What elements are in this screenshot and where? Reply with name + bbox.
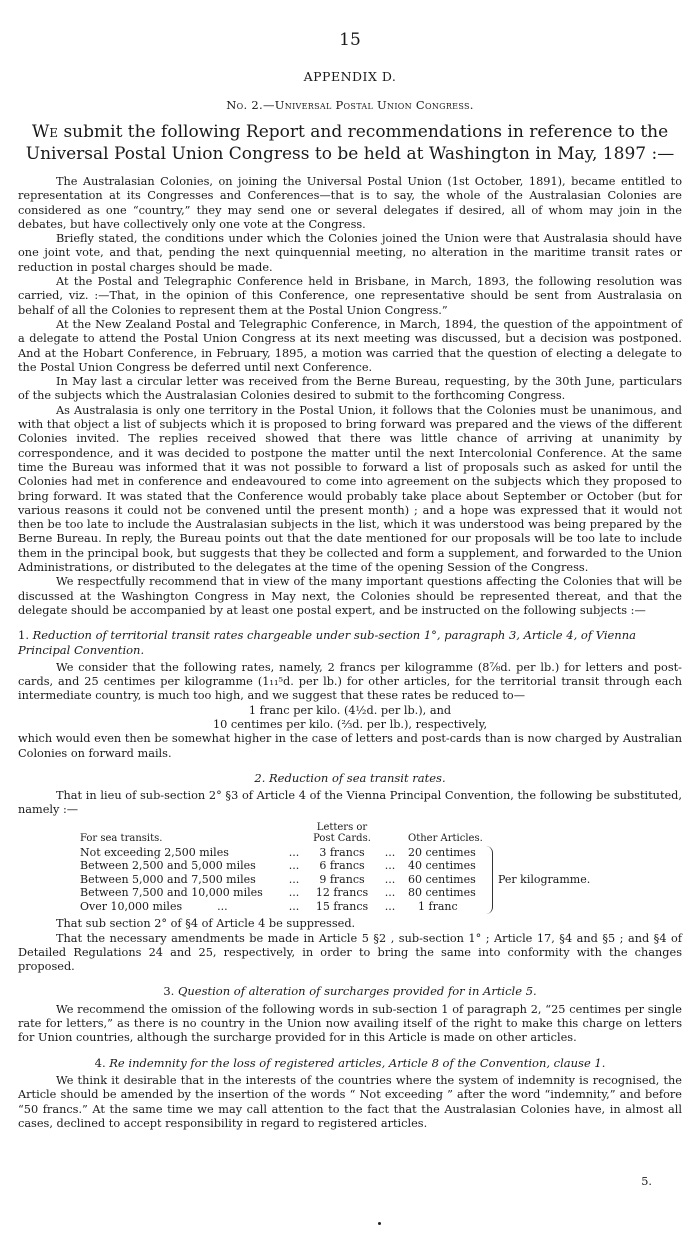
leader-dots: ... bbox=[288, 886, 300, 900]
letters-rate: 15 francs bbox=[315, 899, 369, 913]
section-3-number: 3. bbox=[163, 984, 175, 999]
section-2-title bbox=[18, 771, 682, 785]
letters-rate: 6 francs bbox=[319, 859, 365, 873]
section-2-number: 2. bbox=[254, 770, 266, 785]
leader-dots: ... bbox=[384, 886, 396, 900]
section-1-heading: Reduction of territorial transit rates chargeable under sub-section 1°, paragraph 3, Article 4, of Vienna Principal Convention. bbox=[18, 628, 636, 657]
section-3-heading: Question of alteration of surcharges provided for in Article 5. bbox=[177, 984, 537, 999]
leader-dots: ... bbox=[288, 859, 300, 873]
leader-dots: ... bbox=[384, 845, 396, 859]
intro-paragraph: In May last a circular letter was received from the Berne Bureau, requesting, by the 30th June, particulars of the subjects which the Australasian Colonies desired to submit to the forthcoming Congress. bbox=[18, 375, 682, 403]
per-kilo-brace bbox=[486, 846, 596, 914]
intro-paragraph: Briefly stated, the conditions under which the Colonies joined the Union were that Australasia should have one joint vote, and that, pending the next quinquennial meeting, no alteration in the maritime transit rates or reduction in postal charges should be made. bbox=[18, 232, 682, 274]
leader-dots: ... bbox=[288, 872, 300, 886]
leader-dots: ... bbox=[384, 859, 396, 873]
rate-line-2: 10 centimes per kilo. (⅔d. per lb.), respectively, bbox=[212, 717, 488, 731]
row-label: Between 2,500 and 5,000 miles bbox=[80, 859, 256, 873]
brace-mark bbox=[486, 846, 493, 914]
row-label: Over 10,000 miles ... bbox=[80, 899, 228, 913]
section-3-title bbox=[18, 984, 682, 998]
catchword: 5. bbox=[641, 1175, 652, 1188]
section-1-number: 1. bbox=[18, 628, 29, 643]
section-2-intro: That in lieu of sub-section 2° §3 of Article 4 of the Vienna Principal Convention, the following be substituted, namely :— bbox=[18, 789, 682, 817]
section-3-paragraph: We recommend the omission of the following words in sub-section 1 of paragraph 2, “25 centimes per single rate for letters,” as there is no country in the Union now availing itself of the right to make this charge on letters for Union countries, although the surcharge provided for in this Article is made on other articles. bbox=[18, 1002, 682, 1045]
sub-heading: No. 2.—Universal Postal Union Congress. bbox=[226, 98, 474, 112]
section-2-after-1: That sub section 2° of §4 of Article 4 be suppressed. bbox=[56, 917, 356, 931]
per-kilogramme-label: Per kilogramme. bbox=[498, 872, 591, 886]
other-rate: 1 franc bbox=[418, 899, 458, 913]
section-4-heading: Re indemnity for the loss of registered articles, Article 8 of the Convention, clause 1. bbox=[109, 1055, 606, 1070]
other-rate: 20 centimes bbox=[408, 845, 476, 859]
title-first-word: We bbox=[31, 122, 59, 142]
letters-rate: 3 francs bbox=[319, 845, 365, 859]
row-label: Between 7,500 and 10,000 miles bbox=[80, 886, 263, 900]
other-rate: 80 centimes bbox=[408, 886, 476, 900]
intro-paragraph: We respectfully recommend that in view of the many important questions affecting the Colonies that will be discussed at the Washington Congress in May next, the Colonies should be represented thereat, and that the delegate should be accompanied by at least one postal expert, and be instructed on the following subjects :— bbox=[18, 575, 682, 617]
section-1-paragraph: We consider that the following rates, namely, 2 francs per kilogramme (8⅞d. per lb.) for letters and post-cards, and 25 centimes per kilogramme (1₁₁⁵d. per lb.) for other articles, for the territorial transit through each intermediate country, is much too high, and we suggest that these rates be reduced to— bbox=[18, 660, 682, 703]
rate-line-1: 1 franc per kilo. (4½d. per lb.), and bbox=[248, 703, 452, 717]
title-text: submit the following Report and recommendations in reference to the Universal Postal Union Congress to be held at Washington in May, 1897 :— bbox=[25, 122, 675, 164]
leader-dots: ... bbox=[384, 872, 396, 886]
section-4-title bbox=[18, 1056, 682, 1070]
col-header-transits: For sea transits. bbox=[80, 832, 163, 844]
letters-rate: 9 francs bbox=[319, 872, 365, 886]
page-number: 15 bbox=[339, 30, 361, 50]
report-body bbox=[18, 175, 682, 1131]
intro-paragraph: As Australasia is only one territory in the Postal Union, it follows that the Colonies must be unanimous, and with that object a list of subjects which it is proposed to bring forward was prepared and the views of the different Colonies invited. The replies received showed that there was little chance of arriving at unanimity by correspondence, and it was decided to postpone the matter until the next Intercolonial Conference. At the same time the Bureau was informed that it was not possible to forward a list of proposals such as asked for until the Colonies had met in conference and endeavoured to come into agreement on the subjects which they proposed to bring forward. It was stated that the Conference would probably take place about September or October (but for various reasons it could not be convened until the present month) ; and a hope was expressed that it would not then be too late to include the Australasian subjects in the list, which it was understood was being prepared by the Berne Bureau. In reply, the Bureau points out that the date mentioned for our proposals will be too late to include them in the principal book, but suggests that they be collected and form a supplement, and forwarded to the Union Administrations, or distributed to the delegates at the time of the opening Session of the Congress. bbox=[18, 403, 682, 575]
other-rate: 60 centimes bbox=[408, 872, 476, 886]
section-2-after-2: That the necessary amendments be made in Article 5 §2 , sub-section 1° ; Article 17, §4 and §5 ; and §4 of Detailed Regulations 24 and 25, respectively, in order to bring the same into conformity with the changes proposed. bbox=[18, 931, 682, 974]
other-rate: 40 centimes bbox=[408, 859, 476, 873]
section-1-title bbox=[18, 628, 682, 657]
section-4-number: 4. bbox=[94, 1055, 106, 1070]
row-label: Not exceeding 2,500 miles bbox=[80, 845, 229, 859]
leader-dots: ... bbox=[288, 899, 300, 913]
intro-paragraph: At the New Zealand Postal and Telegraphic Conference, in March, 1894, the question of the appointment of a delegate to attend the Postal Union Congress at its next meeting was discussed, but a decision was postponed. And at the Hobart Conference, in February, 1895, a motion was carried that the question of electing a delegate to the Postal Union Congress be deferred until next Conference. bbox=[18, 317, 682, 374]
row-label: Between 5,000 and 7,500 miles bbox=[80, 872, 256, 886]
col-header-letters: Letters or Post Cards. bbox=[313, 821, 371, 844]
printer-dot bbox=[378, 1222, 381, 1225]
section-2-heading: Reduction of sea transit rates. bbox=[269, 770, 446, 785]
intro-paragraph: The Australasian Colonies, on joining the Universal Postal Union (1st October, 1891), became entitled to representation at its Congresses and Conferences—that is to say, the whole of the Australasian Colonies are considered as one “country,” they may send one or several delegates if desired, all of whom may join in the debates, but have collectively only one vote at the Congress. bbox=[18, 175, 682, 231]
letters-rate: 12 francs bbox=[315, 886, 369, 900]
col-header-other: Other Articles. bbox=[408, 832, 483, 844]
table-header-row bbox=[80, 822, 596, 846]
sea-transit-table bbox=[80, 822, 596, 914]
intro-paragraph: At the Postal and Telegraphic Conference held in Brisbane, in March, 1893, the following resolution was carried, viz. :—That, in the opinion of this Conference, one representative should be sent from Australasia on behalf of all the Colonies to represent them at the Postal Union Congress.” bbox=[18, 275, 682, 317]
section-4-paragraph: We think it desirable that in the interests of the countries where the system of indemnity is recognised, the Article should be amended by the insertion of the words “ Not exceeding ” after the word “indemnity,” and before “50 francs.” At the same time we may call attention to the fact that the Australasian Colonies have, in almost all cases, declined to accept responsibility in regard to registered articles. bbox=[18, 1073, 682, 1130]
section-1-paragraph-2: which would even then be somewhat higher in the case of letters and post-cards than is now charged by Australian Colonies on forward mails. bbox=[18, 732, 682, 760]
report-title bbox=[18, 121, 682, 165]
table-row bbox=[80, 846, 596, 860]
leader-dots: ... bbox=[288, 845, 300, 859]
leader-dots: ... bbox=[384, 899, 396, 913]
appendix-heading: APPENDIX D. bbox=[303, 69, 397, 84]
